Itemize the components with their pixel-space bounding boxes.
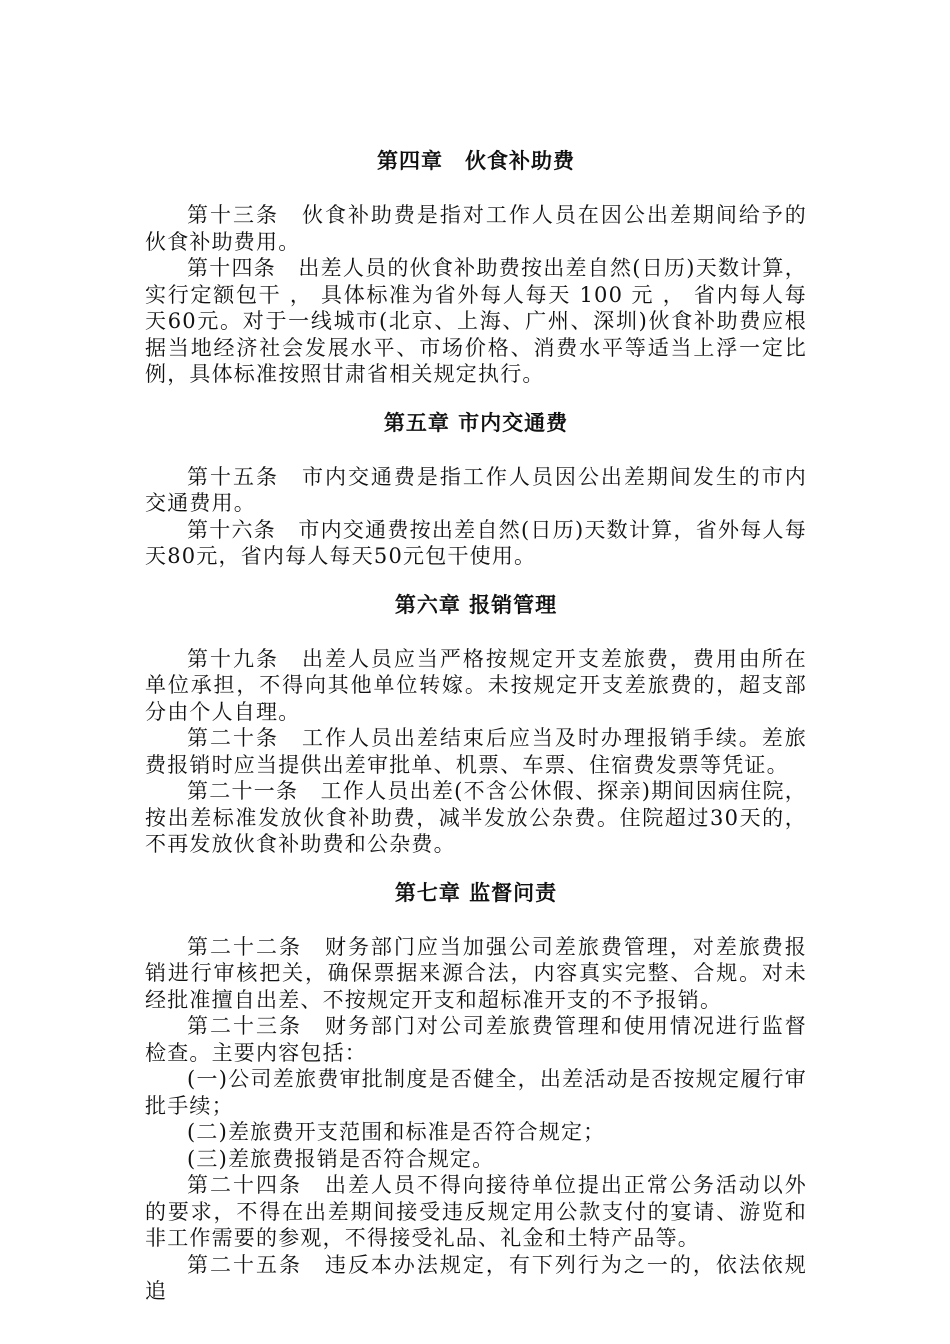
article-21: 第二十一条 工作人员出差(不含公休假、探亲)期间因病住院，按出差标准发放伙食补助费，减半发放公杂费。住院超过30天的，不再发放伙食补助费和公杂费。 — [145, 779, 807, 856]
chapter-4 — [145, 146, 807, 388]
article-19: 第十九条 出差人员应当严格按规定开支差旅费，费用由所在单位承担，不得向其他单位转嫁。未按规定开支差旅费的，超支部分由个人自理。 — [145, 646, 807, 724]
list-item: (三)差旅费报销是否符合规定。 — [187, 1146, 495, 1171]
article-14: 第十四条 出差人员的伙食补助费按出差自然(日历)天数计算，实行定额包干 ， 具体标准为省外每人每天 100 元 ， 省内每人每天60元。对于一线城市(北京、上海、广州、深圳)伙食补助费应根据当地经济社会发展水平、市场价格、消费水平等适当上浮一定比例，具体标准按照甘肃省相关规定执行。 — [145, 256, 807, 386]
chapter-title: 第五章 市内交通费 — [383, 410, 569, 435]
article-25: 第二十五条 违反本办法规定，有下列行为之一的，依法依规追 — [145, 1252, 807, 1303]
chapter-6 — [145, 590, 807, 858]
chapter-title: 第七章 监督问责 — [394, 880, 558, 905]
article-15: 第十五条 市内交通费是指工作人员因公出差期间发生的市内交通费用。 — [145, 464, 807, 515]
article-13: 第十三条 伙食补助费是指对工作人员在因公出差期间给予的伙食补助费用。 — [145, 203, 807, 254]
chapter-title: 第四章 伙食补助费 — [377, 149, 575, 173]
article-23: 第二十三条 财务部门对公司差旅费管理和使用情况进行监督检查。主要内容包括： — [145, 1014, 807, 1065]
chapter-7 — [145, 878, 807, 1305]
article-16: 第十六条 市内交通费按出差自然(日历)天数计算，省外每人每天80元，省内每人每天50元包干使用。 — [145, 517, 807, 568]
list-item: (一)公司差旅费审批制度是否健全，出差活动是否按规定履行审批手续； — [145, 1067, 807, 1118]
chapter-5 — [145, 408, 807, 570]
chapter-title: 第六章 报销管理 — [394, 592, 558, 617]
article-24: 第二十四条 出差人员不得向接待单位提出正常公务活动以外的要求，不得在出差期间接受违反规定用公款支付的宴请、游览和非工作需要的参观，不得接受礼品、礼金和土特产品等。 — [145, 1173, 807, 1250]
article-22: 第二十二条 财务部门应当加强公司差旅费管理，对差旅费报销进行审核把关，确保票据来源合法，内容真实完整、合规。对未经批准擅自出差、不按规定开支和超标准开支的不予报销。 — [145, 934, 807, 1012]
article-20: 第二十条 工作人员出差结束后应当及时办理报销手续。差旅费报销时应当提供出差审批单、机票、车票、住宿费发票等凭证。 — [145, 726, 807, 777]
document-page — [145, 138, 807, 1305]
list-item: (二)差旅费开支范围和标准是否符合规定； — [187, 1120, 606, 1144]
